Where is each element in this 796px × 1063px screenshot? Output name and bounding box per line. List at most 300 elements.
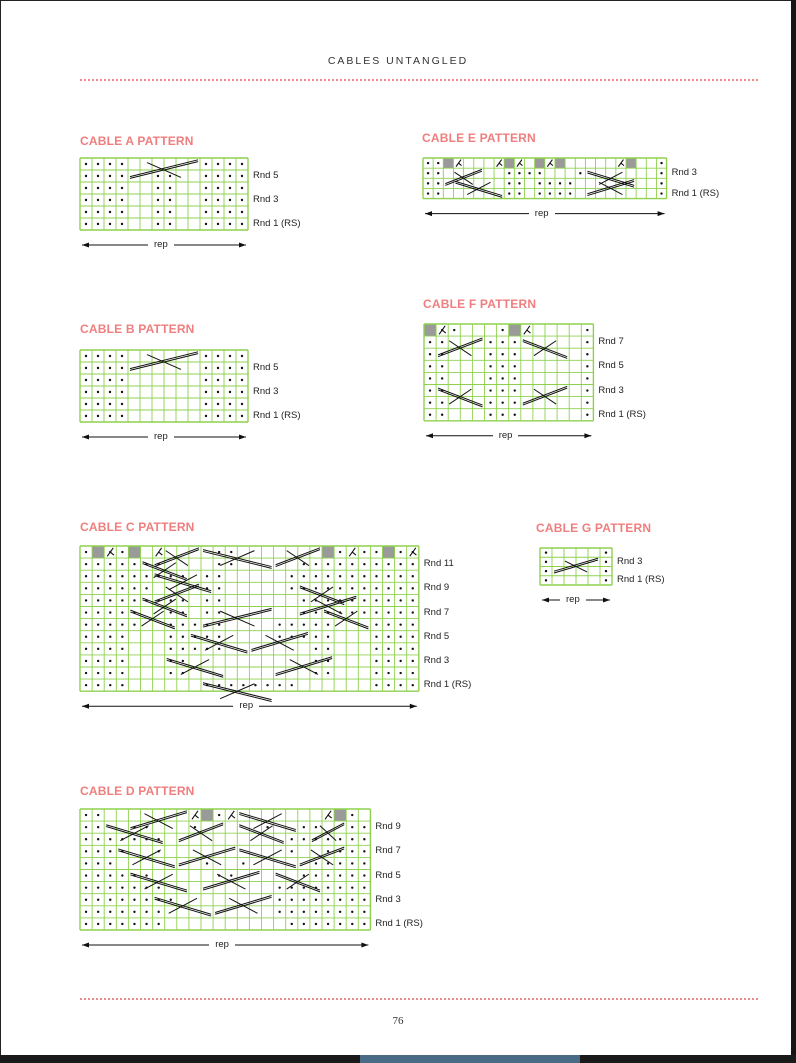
no-stitch-cell: [201, 809, 213, 821]
footer-divider: [80, 998, 758, 1000]
decrease-stitch: [524, 326, 531, 334]
purl-stitch: [539, 182, 541, 184]
purl-stitch: [514, 414, 516, 416]
cable-cross: [130, 873, 187, 892]
cable-f-title: CABLE F PATTERN: [423, 297, 537, 311]
purl-stitch: [121, 672, 123, 674]
rep-arrow-right: [361, 943, 368, 948]
purl-stitch: [375, 551, 377, 553]
purl-stitch: [170, 899, 172, 901]
purl-stitch: [412, 648, 414, 650]
purl-stitch: [375, 599, 377, 601]
purl-stitch: [85, 850, 87, 852]
cable-cross: [276, 657, 333, 676]
purl-stitch: [327, 899, 329, 901]
purl-stitch: [182, 648, 184, 650]
purl-stitch: [291, 684, 293, 686]
purl-stitch: [121, 551, 123, 553]
purl-stitch: [229, 175, 231, 177]
purl-stitch: [412, 563, 414, 565]
purl-stitch: [97, 899, 99, 901]
cable-g-rep-label: rep: [560, 595, 586, 605]
purl-stitch: [315, 826, 317, 828]
purl-stitch: [518, 192, 520, 194]
purl-stitch: [230, 551, 232, 553]
purl-stitch: [303, 838, 305, 840]
purl-stitch: [85, 563, 87, 565]
purl-stitch: [437, 192, 439, 194]
purl-stitch: [206, 575, 208, 577]
purl-stitch: [145, 899, 147, 901]
purl-stitch: [351, 899, 353, 901]
no-stitch-cell: [334, 809, 346, 821]
purl-stitch: [157, 199, 159, 201]
purl-stitch: [85, 684, 87, 686]
purl-stitch: [586, 414, 588, 416]
purl-stitch: [241, 391, 243, 393]
purl-stitch: [85, 379, 87, 381]
purl-stitch: [169, 211, 171, 213]
purl-stitch: [351, 563, 353, 565]
purl-stitch: [109, 563, 111, 565]
purl-stitch: [412, 623, 414, 625]
purl-stitch: [351, 911, 353, 913]
purl-stitch: [109, 163, 111, 165]
purl-stitch: [217, 379, 219, 381]
purl-stitch: [109, 611, 111, 613]
purl-stitch: [205, 379, 207, 381]
purl-stitch: [514, 377, 516, 379]
purl-stitch: [660, 172, 662, 174]
decrease-stitch: [192, 811, 199, 819]
purl-stitch: [254, 684, 256, 686]
purl-stitch: [412, 672, 414, 674]
purl-stitch: [489, 414, 491, 416]
purl-stitch: [97, 403, 99, 405]
purl-stitch: [605, 551, 607, 553]
purl-stitch: [327, 850, 329, 852]
purl-stitch: [586, 389, 588, 391]
purl-stitch: [339, 874, 341, 876]
purl-stitch: [85, 551, 87, 553]
purl-stitch: [206, 599, 208, 601]
cable-b-rnd-label: Rnd 1 (RS): [253, 410, 301, 421]
purl-stitch: [351, 838, 353, 840]
cable-f-rnd-label: Rnd 7: [598, 336, 624, 348]
purl-stitch: [489, 365, 491, 367]
purl-stitch: [85, 611, 87, 613]
purl-stitch: [206, 611, 208, 613]
no-stitch-cell: [626, 158, 636, 168]
purl-stitch: [387, 672, 389, 674]
purl-stitch: [363, 563, 365, 565]
purl-stitch: [133, 838, 135, 840]
purl-stitch: [351, 862, 353, 864]
cable-cross: [251, 633, 308, 652]
purl-stitch: [157, 187, 159, 189]
cable-cross: [455, 181, 502, 197]
purl-stitch: [229, 355, 231, 357]
cable-d-chart: [80, 809, 423, 950]
purl-stitch: [429, 353, 431, 355]
purl-stitch: [327, 648, 329, 650]
purl-stitch: [97, 636, 99, 638]
purl-stitch: [569, 182, 571, 184]
purl-stitch: [97, 623, 99, 625]
purl-stitch: [501, 353, 503, 355]
purl-stitch: [109, 623, 111, 625]
cable-b-rnd-label: Rnd 5: [253, 362, 279, 373]
purl-stitch: [586, 365, 588, 367]
purl-stitch: [437, 172, 439, 174]
purl-stitch: [399, 636, 401, 638]
purl-stitch: [97, 187, 99, 189]
purl-stitch: [109, 648, 111, 650]
purl-stitch: [291, 575, 293, 577]
purl-stitch: [315, 563, 317, 565]
purl-stitch: [489, 341, 491, 343]
header-divider: [80, 79, 758, 81]
cable-f-rnd-label: Rnd 5: [598, 360, 624, 372]
purl-stitch: [266, 684, 268, 686]
purl-stitch: [85, 575, 87, 577]
purl-stitch: [241, 355, 243, 357]
purl-stitch: [363, 551, 365, 553]
purl-stitch: [97, 163, 99, 165]
cable-cross: [239, 849, 295, 868]
rep-arrow-left: [425, 211, 432, 216]
purl-stitch: [303, 886, 305, 888]
purl-stitch: [514, 365, 516, 367]
purl-stitch: [121, 874, 123, 876]
purl-stitch: [170, 648, 172, 650]
purl-stitch: [363, 587, 365, 589]
purl-stitch: [121, 187, 123, 189]
purl-stitch: [217, 163, 219, 165]
purl-stitch: [399, 611, 401, 613]
purl-stitch: [339, 862, 341, 864]
purl-stitch: [229, 415, 231, 417]
purl-stitch: [205, 355, 207, 357]
purl-stitch: [363, 911, 365, 913]
purl-stitch: [375, 684, 377, 686]
purl-stitch: [205, 175, 207, 177]
purl-stitch: [375, 623, 377, 625]
purl-stitch: [109, 850, 111, 852]
purl-stitch: [437, 162, 439, 164]
cable-a-title: CABLE A PATTERN: [80, 134, 194, 148]
purl-stitch: [109, 187, 111, 189]
purl-stitch: [109, 862, 111, 864]
purl-stitch: [508, 192, 510, 194]
purl-stitch: [170, 575, 172, 577]
no-stitch-cell: [504, 158, 514, 168]
purl-stitch: [109, 415, 111, 417]
cable-f-rnd-label: Rnd 1 (RS): [598, 408, 646, 420]
purl-stitch: [97, 850, 99, 852]
purl-stitch: [109, 355, 111, 357]
purl-stitch: [121, 211, 123, 213]
purl-stitch: [412, 636, 414, 638]
cable-g-chart: [540, 548, 665, 605]
purl-stitch: [489, 389, 491, 391]
purl-stitch: [429, 365, 431, 367]
purl-stitch: [97, 874, 99, 876]
no-stitch-cell: [92, 546, 104, 558]
purl-stitch: [182, 660, 184, 662]
purl-stitch: [169, 199, 171, 201]
purl-stitch: [441, 401, 443, 403]
purl-stitch: [375, 660, 377, 662]
purl-stitch: [241, 223, 243, 225]
purl-stitch: [133, 587, 135, 589]
cable-c-title: CABLE C PATTERN: [80, 520, 195, 534]
purl-stitch: [85, 862, 87, 864]
purl-stitch: [206, 862, 208, 864]
purl-stitch: [109, 599, 111, 601]
purl-stitch: [241, 403, 243, 405]
purl-stitch: [229, 379, 231, 381]
cable-b-rep-label: rep: [148, 432, 174, 442]
purl-stitch: [427, 172, 429, 174]
purl-stitch: [229, 403, 231, 405]
purl-stitch: [437, 182, 439, 184]
purl-stitch: [133, 575, 135, 577]
purl-stitch: [85, 223, 87, 225]
purl-stitch: [363, 599, 365, 601]
purl-stitch: [205, 211, 207, 213]
purl-stitch: [315, 648, 317, 650]
purl-stitch: [660, 192, 662, 194]
cable-cross: [215, 896, 272, 915]
decrease-stitch: [349, 548, 356, 556]
purl-stitch: [501, 414, 503, 416]
decrease-stitch: [618, 160, 624, 167]
purl-stitch: [579, 172, 581, 174]
cable-a-chart: [80, 158, 301, 250]
purl-stitch: [85, 391, 87, 393]
purl-stitch: [97, 223, 99, 225]
purl-stitch: [278, 684, 280, 686]
purl-stitch: [241, 415, 243, 417]
purl-stitch: [549, 182, 551, 184]
purl-stitch: [586, 341, 588, 343]
no-stitch-cell: [555, 158, 565, 168]
purl-stitch: [363, 886, 365, 888]
purl-stitch: [315, 923, 317, 925]
purl-stitch: [217, 187, 219, 189]
purl-stitch: [539, 172, 541, 174]
purl-stitch: [218, 587, 220, 589]
purl-stitch: [339, 575, 341, 577]
purl-stitch: [327, 838, 329, 840]
purl-stitch: [351, 874, 353, 876]
rep-arrow-left: [82, 435, 89, 440]
rep-arrow-right: [658, 211, 665, 216]
purl-stitch: [303, 899, 305, 901]
decrease-stitch: [156, 548, 163, 556]
purl-stitch: [327, 636, 329, 638]
cable-a-rep-label: rep: [148, 240, 174, 250]
purl-stitch: [157, 211, 159, 213]
purl-stitch: [453, 329, 455, 331]
purl-stitch: [229, 163, 231, 165]
purl-stitch: [121, 223, 123, 225]
cable-c-grid: [80, 546, 421, 721]
rep-arrow-left: [82, 704, 89, 709]
purl-stitch: [85, 648, 87, 650]
purl-stitch: [85, 911, 87, 913]
cable-c-rnd-label: Rnd 9: [423, 582, 450, 594]
purl-stitch: [97, 660, 99, 662]
purl-stitch: [363, 575, 365, 577]
purl-stitch: [375, 611, 377, 613]
purl-stitch: [85, 826, 87, 828]
cable-cross: [203, 871, 260, 890]
rep-arrow-right: [603, 598, 610, 603]
purl-stitch: [217, 223, 219, 225]
purl-stitch: [121, 684, 123, 686]
purl-stitch: [85, 187, 87, 189]
purl-stitch: [121, 660, 123, 662]
purl-stitch: [229, 391, 231, 393]
purl-stitch: [97, 886, 99, 888]
no-stitch-cell: [535, 158, 545, 168]
purl-stitch: [121, 355, 123, 357]
purl-stitch: [217, 415, 219, 417]
purl-stitch: [97, 175, 99, 177]
purl-stitch: [121, 367, 123, 369]
purl-stitch: [121, 648, 123, 650]
purl-stitch: [109, 911, 111, 913]
purl-stitch: [97, 911, 99, 913]
cable-c-rep-label: rep: [233, 701, 259, 711]
purl-stitch: [85, 874, 87, 876]
cable-d-rnd-label: Rnd 5: [375, 869, 401, 881]
purl-stitch: [429, 401, 431, 403]
purl-stitch: [427, 192, 429, 194]
purl-stitch: [121, 163, 123, 165]
purl-stitch: [205, 367, 207, 369]
decrease-stitch: [410, 548, 417, 556]
cable-d-rnd-label: Rnd 1 (RS): [375, 917, 423, 929]
purl-stitch: [230, 874, 232, 876]
purl-stitch: [133, 886, 135, 888]
purl-stitch: [339, 886, 341, 888]
rep-arrow-left: [82, 943, 89, 948]
purl-stitch: [85, 838, 87, 840]
purl-stitch: [97, 599, 99, 601]
purl-stitch: [97, 611, 99, 613]
purl-stitch: [586, 353, 588, 355]
purl-stitch: [85, 367, 87, 369]
purl-stitch: [85, 886, 87, 888]
purl-stitch: [218, 814, 220, 816]
purl-stitch: [121, 391, 123, 393]
cable-d-rnd-label: Rnd 3: [375, 893, 401, 905]
purl-stitch: [133, 911, 135, 913]
decrease-stitch: [228, 811, 235, 819]
purl-stitch: [170, 636, 172, 638]
purl-stitch: [339, 899, 341, 901]
cable-c-rnd-label: Rnd 3: [423, 654, 450, 666]
purl-stitch: [375, 648, 377, 650]
purl-stitch: [501, 365, 503, 367]
purl-stitch: [217, 211, 219, 213]
purl-stitch: [351, 826, 353, 828]
purl-stitch: [145, 923, 147, 925]
cable-e-title: CABLE E PATTERN: [422, 131, 536, 145]
purl-stitch: [429, 377, 431, 379]
purl-stitch: [241, 379, 243, 381]
cable-c-rnd-label: Rnd 1 (RS): [423, 679, 472, 691]
decrease-stitch: [517, 160, 523, 167]
purl-stitch: [205, 403, 207, 405]
purl-stitch: [508, 172, 510, 174]
no-stitch-cell: [424, 324, 436, 336]
purl-stitch: [218, 684, 220, 686]
purl-stitch: [109, 211, 111, 213]
purl-stitch: [218, 623, 220, 625]
cable-g-title: CABLE G PATTERN: [536, 521, 652, 535]
purl-stitch: [528, 172, 530, 174]
purl-stitch: [315, 874, 317, 876]
purl-stitch: [97, 838, 99, 840]
purl-stitch: [339, 911, 341, 913]
purl-stitch: [218, 551, 220, 553]
purl-stitch: [399, 672, 401, 674]
purl-stitch: [97, 862, 99, 864]
purl-stitch: [85, 814, 87, 816]
purl-stitch: [217, 367, 219, 369]
purl-stitch: [145, 575, 147, 577]
purl-stitch: [399, 563, 401, 565]
purl-stitch: [97, 575, 99, 577]
cable-d-grid: [80, 809, 372, 960]
purl-stitch: [303, 575, 305, 577]
purl-stitch: [205, 199, 207, 201]
purl-stitch: [121, 587, 123, 589]
purl-stitch: [315, 575, 317, 577]
purl-stitch: [157, 223, 159, 225]
purl-stitch: [85, 672, 87, 674]
purl-stitch: [229, 211, 231, 213]
purl-stitch: [351, 923, 353, 925]
decrease-stitch: [497, 160, 503, 167]
rep-arrow-right: [239, 243, 246, 248]
purl-stitch: [375, 672, 377, 674]
running-head: CABLES UNTANGLED: [327, 55, 469, 67]
purl-stitch: [109, 886, 111, 888]
purl-stitch: [429, 341, 431, 343]
purl-stitch: [145, 911, 147, 913]
purl-stitch: [387, 599, 389, 601]
purl-stitch: [109, 379, 111, 381]
purl-stitch: [242, 684, 244, 686]
purl-stitch: [387, 587, 389, 589]
purl-stitch: [375, 636, 377, 638]
cable-d-rnd-label: Rnd 7: [375, 845, 401, 857]
purl-stitch: [85, 660, 87, 662]
purl-stitch: [545, 561, 547, 563]
cable-c-rnd-label: Rnd 11: [423, 558, 454, 570]
purl-stitch: [194, 648, 196, 650]
purl-stitch: [412, 684, 414, 686]
purl-stitch: [399, 648, 401, 650]
purl-stitch: [109, 575, 111, 577]
purl-stitch: [241, 163, 243, 165]
purl-stitch: [278, 911, 280, 913]
